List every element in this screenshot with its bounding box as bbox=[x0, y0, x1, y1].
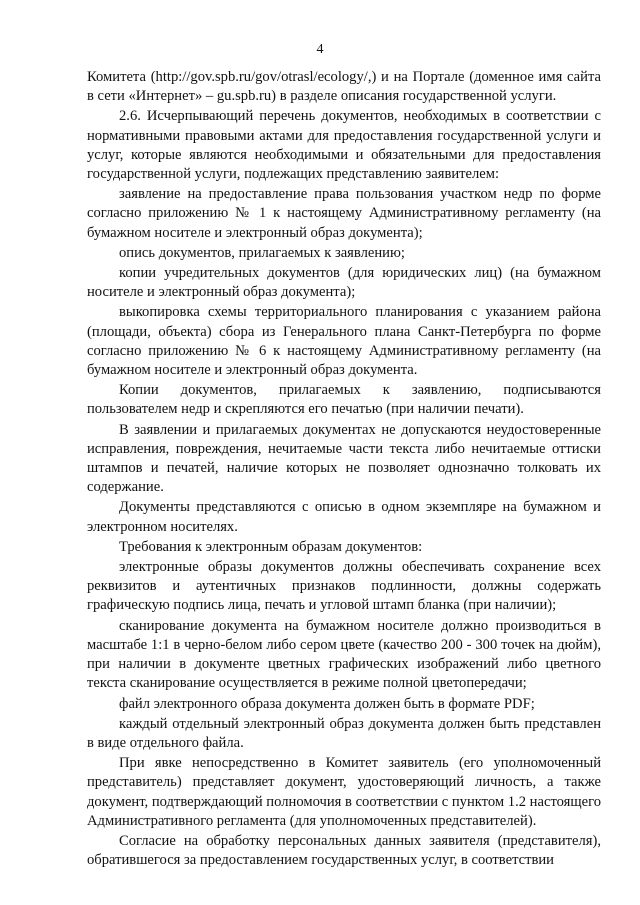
list-item: каждый отдельный электронный образ документа должен быть представлен в виде отдельного файла. bbox=[87, 715, 601, 751]
paragraph: В заявлении и прилагаемых документах не допускаются неудостоверенные исправления, повреждения, нечитаемые части текста либо нечитаемые оттиски штампов и печатей, наличие которых не позволяет однозначно толковать их содержание. bbox=[87, 421, 601, 496]
document-body bbox=[87, 68, 601, 871]
list-item: заявление на предоставление права пользования участком недр по форме согласно приложению № 1 к настоящему Административному регламенту (на бумажном носителе и электронный образ документа); bbox=[87, 186, 601, 241]
paragraph: Комитета (http://gov.spb.ru/gov/otrasl/ecology/,) и на Портале (доменное имя сайта в сети «Интернет» – gu.spb.ru) в разделе описания государственной услуги. bbox=[87, 69, 601, 105]
list-item: копии учредительных документов (для юридических лиц) (на бумажном носителе и электронный образ документа); bbox=[87, 265, 601, 301]
paragraph: Согласие на обработку персональных данных заявителя (представителя), обратившегося за предоставлением государственных услуг, в соответствии bbox=[87, 832, 601, 869]
paragraph: 2.6. Исчерпывающий перечень документов, необходимых в соответствии с нормативными правовыми актами для предоставления государственной услуги и услуг, которые являются необходимыми и обязательными для предоставления государственной услуги, подлежащих представлению заявителем: bbox=[87, 108, 601, 183]
paragraph: Требования к электронным образам документов: bbox=[119, 538, 423, 555]
paragraph: Копии документов, прилагаемых к заявлению, подписываются пользователем недр и скрепляются его печатью (при наличии печати). bbox=[87, 382, 601, 418]
list-item: электронные образы документов должны обеспечивать сохранение всех реквизитов и аутентичных признаков подлинности, должны содержать графическую подпись лица, печать и угловой штамп бланка (при наличии); bbox=[87, 559, 601, 614]
list-item: сканирование документа на бумажном носителе должно производиться в масштабе 1:1 в черно-белом либо сером цвете (качество 200 - 300 точек на дюйм), при наличии в документе цветных графических изображений либо цветного текста сканирование осуществляется в режиме полной цветопередачи; bbox=[87, 617, 601, 692]
list-item: выкопировка схемы территориального планирования с указанием района (площади, объекта) сбора из Генерального плана Санкт-Петербурга по форме согласно приложению № 6 к настоящему Административному регламенту (на бумажном носителе и электронный образ документа. bbox=[87, 304, 601, 379]
page-number: 4 bbox=[316, 42, 324, 57]
list-item: опись документов, прилагаемых к заявлению; bbox=[119, 244, 405, 261]
paragraph: Документы представляются с описью в одном экземпляре на бумажном и электронном носителях. bbox=[87, 499, 601, 535]
paragraph: При явке непосредственно в Комитет заявитель (его уполномоченный представитель) представляет документ, удостоверяющий личность, а также документ, подтверждающий полномочия в соответствии с пунктом 1.2 настоящего Административного регламента (для уполномоченных представителей). bbox=[87, 755, 601, 829]
list-item: файл электронного образа документа должен быть в формате PDF; bbox=[119, 695, 535, 712]
